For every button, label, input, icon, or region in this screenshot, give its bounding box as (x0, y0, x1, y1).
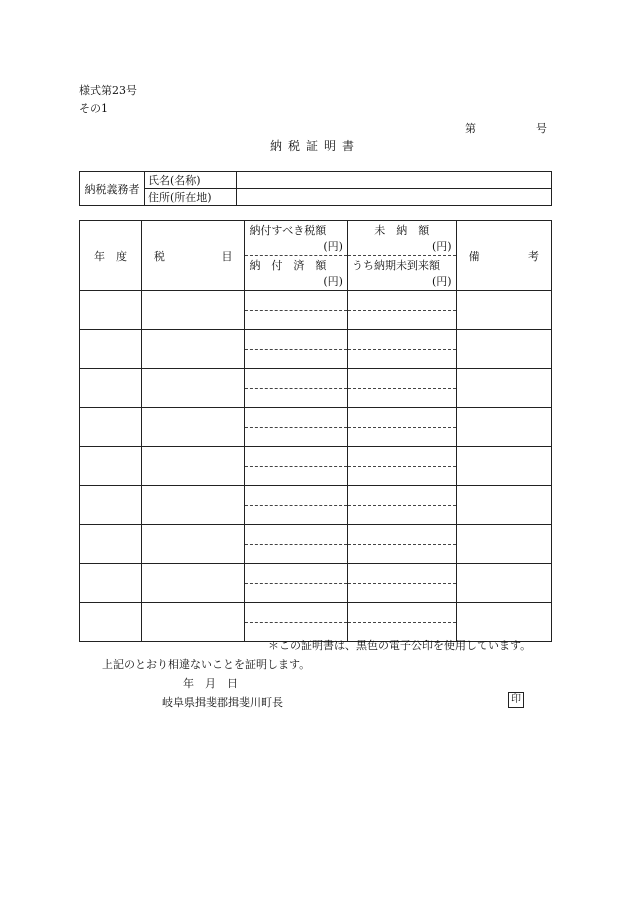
table-row (80, 564, 552, 603)
header-amount-due-unit: (円) (323, 240, 343, 253)
cell-amount-due[interactable] (245, 564, 347, 584)
cell-amount-notdue[interactable] (348, 389, 456, 408)
table-row (80, 525, 552, 564)
header-unpaid: 未 納 額 (374, 224, 430, 237)
cell-amount-pair (245, 564, 348, 603)
issuer-name: 岐阜県揖斐郡揖斐川町長 (162, 696, 283, 709)
cell-amount-paid[interactable] (245, 467, 347, 486)
cell-tax-item[interactable] (141, 447, 245, 486)
cell-amount-pair (347, 525, 456, 564)
cell-amount-pair (347, 408, 456, 447)
cell-amount-pair (245, 447, 348, 486)
cell-amount-notdue[interactable] (348, 428, 456, 447)
taxpayer-name-label: 氏名(名称) (145, 172, 237, 189)
certificate-number-suffix: 号 (536, 122, 547, 135)
cell-amount-pair (347, 330, 456, 369)
cell-tax-item[interactable] (141, 603, 245, 642)
cell-amount-unpaid[interactable] (348, 486, 456, 506)
cell-amount-notdue[interactable] (348, 350, 456, 369)
cell-amount-due[interactable] (245, 525, 347, 545)
cell-amount-pair (347, 369, 456, 408)
cell-remarks[interactable] (456, 486, 551, 525)
header-tax-item-left: 税 (153, 249, 165, 263)
issue-date: 年 月 日 (183, 677, 238, 690)
taxpayer-name-field[interactable] (237, 172, 552, 189)
cell-amount-notdue[interactable] (348, 545, 456, 564)
cell-amount-paid[interactable] (245, 389, 347, 408)
header-remarks-left: 備 (468, 249, 480, 263)
cell-amount-notdue[interactable] (348, 584, 456, 603)
cell-fiscal-year[interactable] (80, 564, 142, 603)
taxpayer-address-label: 住所(所在地) (145, 189, 237, 206)
cell-amount-due[interactable] (245, 369, 347, 389)
taxpayer-heading: 納税義務者 (80, 172, 145, 206)
taxpayer-table (79, 171, 552, 206)
cell-fiscal-year[interactable] (80, 291, 142, 330)
cell-tax-item[interactable] (141, 291, 245, 330)
cell-fiscal-year[interactable] (80, 603, 142, 642)
cell-fiscal-year[interactable] (80, 408, 142, 447)
cell-amount-due[interactable] (245, 330, 347, 350)
cell-remarks[interactable] (456, 447, 551, 486)
cell-amount-pair (245, 525, 348, 564)
header-tax-item-right: 目 (221, 249, 233, 263)
tax-payment-table (79, 220, 552, 642)
cell-tax-item[interactable] (141, 369, 245, 408)
cell-amount-unpaid[interactable] (348, 447, 456, 467)
cell-tax-item[interactable] (141, 525, 245, 564)
cell-amount-unpaid[interactable] (348, 525, 456, 545)
cell-amount-due[interactable] (245, 408, 347, 428)
cell-amount-pair (245, 603, 348, 642)
cell-amount-unpaid[interactable] (348, 408, 456, 428)
cell-amount-paid[interactable] (245, 428, 347, 447)
cell-tax-item[interactable] (141, 486, 245, 525)
cell-amount-paid[interactable] (245, 506, 347, 525)
official-seal: 印 (508, 692, 524, 708)
cell-amount-pair (347, 564, 456, 603)
cell-amount-unpaid[interactable] (348, 291, 456, 311)
electronic-seal-note: ＊この証明書は、黒色の電子公印を使用しています。 (268, 639, 532, 652)
cell-remarks[interactable] (456, 408, 551, 447)
cell-amount-pair (245, 330, 348, 369)
table-row (80, 369, 552, 408)
header-amount-paid-unit: (円) (323, 275, 343, 288)
taxpayer-address-field[interactable] (237, 189, 552, 206)
header-remarks-right: 考 (528, 249, 539, 263)
cell-fiscal-year[interactable] (80, 525, 142, 564)
cell-remarks[interactable] (456, 603, 551, 642)
cell-remarks[interactable] (456, 330, 551, 369)
certificate-number-prefix: 第 (465, 122, 476, 135)
cell-remarks[interactable] (456, 564, 551, 603)
cell-amount-pair (245, 369, 348, 408)
table-row (80, 291, 552, 330)
header-tax-item (141, 221, 245, 291)
form-sub-number: その1 (79, 102, 108, 115)
header-amount-paid: 納 付 済 額 (249, 259, 327, 272)
header-not-yet-due-unit: (円) (431, 275, 452, 288)
cell-amount-pair (347, 603, 456, 642)
cell-amount-pair (245, 486, 348, 525)
header-remarks (456, 221, 551, 291)
table-row (80, 486, 552, 525)
cell-amount-unpaid[interactable] (348, 369, 456, 389)
cell-amount-paid[interactable] (245, 350, 347, 369)
cell-amount-pair (245, 408, 348, 447)
cell-fiscal-year[interactable] (80, 447, 142, 486)
cell-amount-notdue[interactable] (348, 467, 456, 486)
cell-amount-due[interactable] (245, 486, 347, 506)
cell-amount-pair (347, 447, 456, 486)
cell-tax-item[interactable] (141, 330, 245, 369)
table-row (80, 330, 552, 369)
cell-amount-notdue[interactable] (348, 311, 456, 330)
cell-amount-unpaid[interactable] (348, 330, 456, 350)
cell-amount-paid[interactable] (245, 311, 347, 330)
table-row (80, 447, 552, 486)
table-row (80, 408, 552, 447)
cell-fiscal-year[interactable] (80, 486, 142, 525)
header-fiscal-year: 年 度 (80, 221, 142, 291)
cell-amount-due[interactable] (245, 291, 347, 311)
document-title: 納税証明書 (269, 139, 360, 153)
cell-fiscal-year[interactable] (80, 330, 142, 369)
cell-remarks[interactable] (456, 291, 551, 330)
header-amount-due: 納付すべき税額 (249, 224, 327, 237)
cell-remarks[interactable] (456, 369, 551, 408)
cell-tax-item[interactable] (141, 408, 245, 447)
cell-amount-paid[interactable] (245, 545, 347, 564)
cell-amount-paid[interactable] (245, 584, 347, 603)
header-unpaid-unit: (円) (431, 240, 452, 253)
header-not-yet-due: うち納期未到来額 (351, 259, 440, 272)
cell-amount-pair (245, 291, 348, 330)
certification-statement: 上記のとおり相違ないことを証明します。 (102, 658, 311, 671)
cell-amount-due[interactable] (245, 603, 347, 623)
form-number: 様式第23号 (79, 84, 137, 97)
header-unpaid-notdue (347, 221, 456, 291)
table-header-row (80, 221, 552, 291)
cell-amount-pair (347, 486, 456, 525)
table-row (80, 603, 552, 642)
cell-amount-notdue[interactable] (348, 506, 456, 525)
cell-fiscal-year[interactable] (80, 369, 142, 408)
cell-remarks[interactable] (456, 525, 551, 564)
cell-amount-unpaid[interactable] (348, 603, 456, 623)
cell-amount-unpaid[interactable] (348, 564, 456, 584)
cell-amount-due[interactable] (245, 447, 347, 467)
cell-tax-item[interactable] (141, 564, 245, 603)
header-amount-due-paid (245, 221, 348, 291)
cell-amount-pair (347, 291, 456, 330)
